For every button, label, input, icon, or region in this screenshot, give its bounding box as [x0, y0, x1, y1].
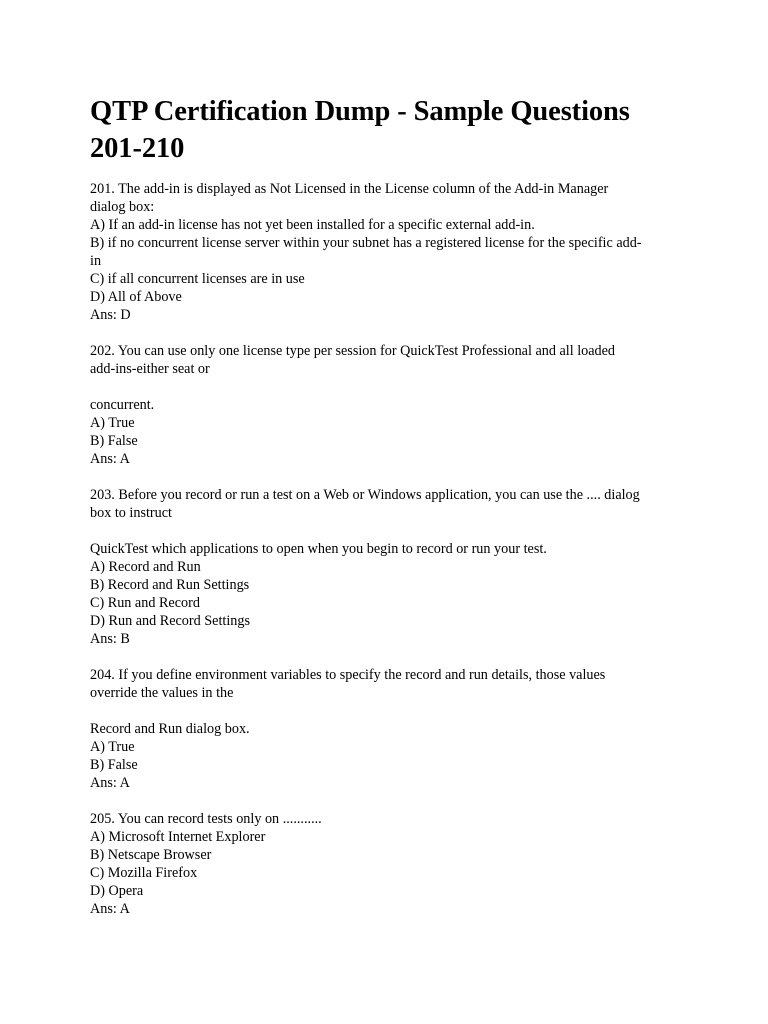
- question-line: C) Mozilla Firefox: [90, 865, 198, 881]
- question-line: B) False: [90, 757, 138, 773]
- question-line: dialog box:: [90, 199, 155, 215]
- question-line: 203. Before you record or run a test on a Web or Windows application, you can use the .... dialog: [90, 487, 640, 503]
- question-line: D) All of Above: [90, 289, 182, 305]
- title-line-2: 201-210: [90, 133, 185, 164]
- question-line: Ans: A: [90, 451, 130, 467]
- question-line: override the values in the: [90, 685, 234, 701]
- question-line: D) Run and Record Settings: [90, 613, 250, 629]
- question-line: A) Record and Run: [90, 559, 201, 575]
- question-list: [90, 180, 690, 918]
- question-line: QuickTest which applications to open when you begin to record or run your test.: [90, 541, 547, 557]
- question-line: Ans: A: [90, 901, 130, 917]
- question-line: Ans: B: [90, 631, 130, 647]
- question-line: 204. If you define environment variables to specify the record and run details, those values: [90, 667, 606, 683]
- blank-line: [90, 702, 690, 720]
- blank-line: [90, 378, 690, 396]
- question-line: A) True: [90, 415, 135, 431]
- question-line: A) True: [90, 739, 135, 755]
- question-line: B) False: [90, 433, 138, 449]
- question-line: C) Run and Record: [90, 595, 200, 611]
- question-line: B) if no concurrent license server within your subnet has a registered license for the specific add-: [90, 235, 642, 251]
- question-line: 202. You can use only one license type per session for QuickTest Professional and all loaded: [90, 343, 616, 359]
- question-line: A) If an add-in license has not yet been installed for a specific external add-in.: [90, 217, 535, 233]
- question-line: 201. The add-in is displayed as Not Licensed in the License column of the Add-in Manager: [90, 181, 609, 197]
- question-line: concurrent.: [90, 397, 155, 413]
- question-line: B) Netscape Browser: [90, 847, 212, 863]
- document-page: [90, 93, 690, 936]
- document-title: [90, 93, 690, 167]
- question-line: in: [90, 253, 102, 269]
- question-line: Record and Run dialog box.: [90, 721, 250, 737]
- question-block: [90, 180, 690, 324]
- question-line: add-ins-either seat or: [90, 361, 210, 377]
- question-line: box to instruct: [90, 505, 172, 521]
- question-line: 205. You can record tests only on ...........: [90, 811, 322, 827]
- question-block: [90, 810, 690, 918]
- question-line: B) Record and Run Settings: [90, 577, 250, 593]
- question-block: [90, 486, 690, 648]
- question-block: [90, 666, 690, 792]
- blank-line: [90, 522, 690, 540]
- question-line: Ans: D: [90, 307, 131, 323]
- question-block: [90, 342, 690, 468]
- title-line-1: QTP Certification Dump - Sample Questions: [90, 96, 630, 127]
- question-line: A) Microsoft Internet Explorer: [90, 829, 266, 845]
- question-line: C) if all concurrent licenses are in use: [90, 271, 305, 287]
- question-line: Ans: A: [90, 775, 130, 791]
- question-line: D) Opera: [90, 883, 144, 899]
